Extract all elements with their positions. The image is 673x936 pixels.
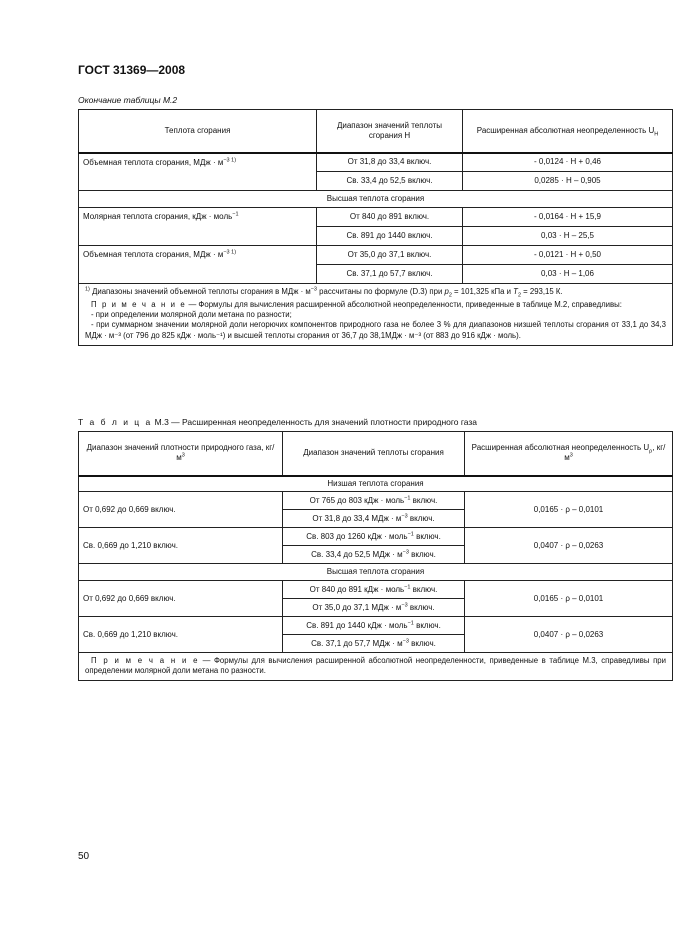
uncertainty-cell: 0,03 · H – 1,06 xyxy=(463,265,673,284)
range-cell: Св. 33,4 до 52,5 МДж · $м^{-3}$ включ. xyxy=(283,546,465,564)
note-paragraph: П р и м е ч а н и е — Формулы для вычисления расширенной абсолютной неопределенности, приведенные в таблице М.3, справедливы при определении молярной доли метана по разности. xyxy=(85,656,666,676)
range-cell: Св. 37,1 до 57,7 МДж · $м^{-3}$ включ. xyxy=(283,635,465,653)
table-row xyxy=(79,246,673,265)
section-title: Низшая теплота сгорания xyxy=(79,476,673,492)
header-heat-of-combustion: Теплота сгорания xyxy=(79,110,317,153)
uncertainty-cell: 0,0407 · ρ – 0,0263 xyxy=(465,617,673,653)
range-cell: От 35,0 до 37,1 МДж · $м^{-3}$ включ. xyxy=(283,599,465,617)
table-header-row xyxy=(79,110,673,153)
range-cell: От 840 до 891 кДж · моль$^{-1}$ включ. xyxy=(283,581,465,599)
table-row xyxy=(79,528,673,546)
row-label: Объемная теплота сгорания, МДж · $м^{-3 1)}$ xyxy=(79,246,317,284)
range-cell: Св. 891 до 1440 включ. xyxy=(317,227,463,246)
density-cell: Св. 0,669 до 1,210 включ. xyxy=(79,617,283,653)
uncertainty-cell: 0,0285 · H – 0,905 xyxy=(463,172,673,191)
section-row xyxy=(79,564,673,581)
row-label: Молярная теплота сгорания, кДж · моль$^{-1}$ xyxy=(79,208,317,246)
table2-caption: Т а б л и ц а М.3 — Расширенная неопределенность для значений плотности природного газа xyxy=(78,417,478,427)
header-heat-range: Диапазон значений теплоты сгорания xyxy=(283,432,465,476)
page-number: 50 xyxy=(78,851,90,862)
range-cell: От 31,8 до 33,4 включ. xyxy=(317,153,463,172)
note-paragraph: П р и м е ч а н и е — Формулы для вычисления расширенной абсолютной неопределенности, приведенные в таблице М.2, справедливы: xyxy=(91,300,622,310)
density-cell: Св. 0,669 до 1,210 включ. xyxy=(79,528,283,564)
document-header: ГОСТ 31369—2008 xyxy=(78,63,186,77)
uncertainty-cell: - 0,0124 · H + 0,46 xyxy=(463,153,673,172)
section-title: Высшая теплота сгорания xyxy=(79,191,673,208)
uncertainty-cell: - 0,0164 · H + 15,9 xyxy=(463,208,673,227)
table-row xyxy=(79,153,673,172)
table-row xyxy=(79,208,673,227)
table-note xyxy=(79,653,673,681)
footnote: $^{1)}$ Диапазоны значений объемной теплоты сгорания в МДж · $м^{-3}$ рассчитаны по формуле (D.3) при $p_2 = 101,325$ кПа и $T_2 = 293,15$ К. xyxy=(85,286,563,299)
table-notes xyxy=(79,284,673,346)
table-m3 xyxy=(78,431,673,681)
row-label: Объемная теплота сгорания, МДж · $м^{-3 1)}$ xyxy=(79,153,317,191)
range-cell: От 840 до 891 включ. xyxy=(317,208,463,227)
header-range: Диапазон значений теплоты сгорания H xyxy=(317,110,463,153)
uncertainty-cell: 0,0407 · ρ – 0,0263 xyxy=(465,528,673,564)
density-cell: От 0,692 до 0,669 включ. xyxy=(79,492,283,528)
uncertainty-cell: 0,0165 · ρ – 0,0101 xyxy=(465,492,673,528)
table-row xyxy=(79,617,673,635)
footnote-row xyxy=(79,284,673,346)
uncertainty-cell: - 0,0121 · H + 0,50 xyxy=(463,246,673,265)
range-cell: От 31,8 до 33,4 МДж · $м^{-3}$ включ. xyxy=(283,510,465,528)
range-cell: От 35,0 до 37,1 включ. xyxy=(317,246,463,265)
uncertainty-cell: 0,03 · H – 25,5 xyxy=(463,227,673,246)
uncertainty-cell: 0,0165 · ρ – 0,0101 xyxy=(465,581,673,617)
density-cell: От 0,692 до 0,669 включ. xyxy=(79,581,283,617)
range-cell: Св. 803 до 1260 кДж · моль$^{-1}$ включ. xyxy=(283,528,465,546)
range-cell: Св. 891 до 1440 кДж · моль$^{-1}$ включ. xyxy=(283,617,465,635)
table1-caption: Окончание таблицы М.2 xyxy=(78,95,178,105)
table-m2-end xyxy=(78,109,673,346)
header-uncertainty: Расширенная абсолютная неопределенность $U_\rho$, $кг/м^3$ xyxy=(465,432,673,476)
header-density-range: Диапазон значений плотности природного газа, $кг/м^3$ xyxy=(79,432,283,476)
range-cell: От 765 до 803 кДж · моль$^{-1}$ включ. xyxy=(283,492,465,510)
table-row xyxy=(79,581,673,599)
range-cell: Св. 37,1 до 57,7 включ. xyxy=(317,265,463,284)
header-uncertainty: Расширенная абсолютная неопределенность $U_H$ xyxy=(463,110,673,153)
section-row xyxy=(79,476,673,492)
note-row xyxy=(79,653,673,681)
note-item: - при суммарном значении молярной доли негорючих компонентов природного газа не более 3 % для диапазонов низшей теплоты сгорания от 33,1 до 34,3 МДж · м⁻³ (от 796 до 825 кДж · моль⁻¹) и высшей теплоты сгорания от 36,7 до 38,1МДж · м⁻³ (от 883 до 916 кДж · моль). xyxy=(85,320,666,340)
section-row xyxy=(79,191,673,208)
section-title: Высшая теплота сгорания xyxy=(79,564,673,581)
table-row xyxy=(79,492,673,510)
note-item: - при определении молярной доли метана по разности; xyxy=(91,310,292,320)
table-header-row xyxy=(79,432,673,476)
range-cell: Св. 33,4 до 52,5 включ. xyxy=(317,172,463,191)
